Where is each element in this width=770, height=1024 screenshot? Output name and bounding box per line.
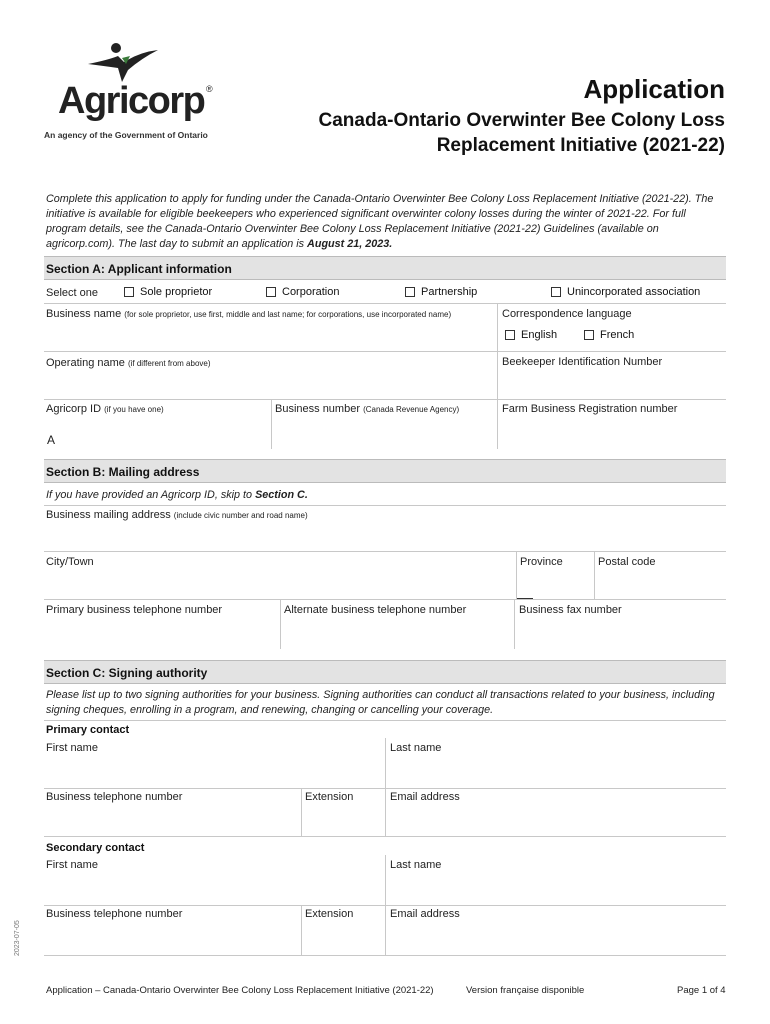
- select-one-label: Select one: [46, 287, 98, 299]
- registered-mark: ®: [206, 84, 213, 94]
- divider: [44, 399, 726, 400]
- checkbox-box[interactable]: [584, 330, 594, 340]
- secondary-contact-heading: Secondary contact: [46, 842, 145, 854]
- primary-first-name-label[interactable]: First name: [46, 742, 98, 754]
- postal-code-label[interactable]: Postal code: [598, 556, 656, 568]
- divider: [497, 399, 498, 449]
- operating-name-label[interactable]: [46, 357, 211, 369]
- logo-wordmark: Agricorp: [58, 80, 205, 122]
- intro-text: Complete this application to apply for funding under the Canada-Ontario Overwinter Bee Colony Loss Replacement Initiative (2021-22). The initiative is available for eligible beekeepers who experienced significant overwinter colony losses during the winter of 2021-22. For full program details, see the Canada-Ontario Overwinter Bee Colony Loss Replacement Initiative (2021-22) Guidelines (available on agricorp.com). The last day to submit an application is: [46, 193, 714, 250]
- secondary-email-label[interactable]: Email address: [390, 908, 460, 920]
- english-checkbox[interactable]: [505, 329, 557, 341]
- divider: [385, 905, 386, 955]
- primary-extension-label[interactable]: Extension: [305, 791, 354, 803]
- checkbox-label: Corporation: [282, 286, 340, 298]
- mailing-address-label[interactable]: [46, 509, 308, 521]
- checkbox-box[interactable]: [551, 287, 561, 297]
- correspondence-language-label: Correspondence language: [502, 308, 632, 320]
- section-c-title: Section C: Signing authority: [46, 666, 208, 680]
- divider: [44, 599, 726, 600]
- divider: [516, 551, 517, 599]
- divider: [44, 351, 726, 352]
- corporation-checkbox[interactable]: [266, 286, 339, 298]
- agricorp-id-label[interactable]: [46, 403, 164, 415]
- secondary-phone-label[interactable]: Business telephone number: [46, 908, 183, 920]
- leaping-figure-icon: [84, 42, 164, 84]
- checkbox-label: Sole proprietor: [140, 286, 213, 298]
- divider: [44, 551, 726, 552]
- divider: [44, 720, 726, 721]
- checkbox-box[interactable]: [505, 330, 515, 340]
- divider: [271, 399, 272, 449]
- checkbox-label: English: [521, 329, 558, 341]
- fax-label[interactable]: Business fax number: [519, 604, 622, 616]
- beekeeper-id-label[interactable]: Beekeeper Identification Number: [502, 356, 663, 368]
- label-note: (if you have one): [104, 405, 164, 414]
- divider: [301, 905, 302, 955]
- label-text: Operating name: [46, 357, 125, 369]
- divider: [44, 836, 726, 837]
- checkbox-label: Partnership: [421, 286, 478, 298]
- city-label[interactable]: City/Town: [46, 556, 94, 568]
- french-checkbox[interactable]: [584, 329, 634, 341]
- sole-proprietor-checkbox[interactable]: [124, 286, 212, 298]
- agricorp-id-prefix: A: [47, 433, 56, 447]
- checkbox-label: Unincorporated association: [567, 286, 701, 298]
- checkbox-label: French: [600, 329, 635, 341]
- section-b-title: Section B: Mailing address: [46, 465, 200, 479]
- unincorporated-association-checkbox[interactable]: [551, 286, 700, 298]
- primary-contact-heading: Primary contact: [46, 724, 130, 736]
- agricorp-logo: [44, 42, 234, 142]
- label-note: (Canada Revenue Agency): [363, 405, 460, 414]
- label-note: (if different from above): [127, 359, 211, 368]
- farm-registration-label[interactable]: Farm Business Registration number: [502, 403, 678, 415]
- divider: [385, 788, 386, 836]
- province-label[interactable]: Province: [520, 556, 563, 568]
- alternate-phone-label[interactable]: Alternate business telephone number: [284, 604, 467, 616]
- page-title: Application: [583, 74, 725, 104]
- business-number-label[interactable]: [275, 403, 459, 415]
- label-text: Business name: [46, 308, 122, 320]
- footer-doc-title: Application – Canada-Ontario Overwinter Bee Colony Loss Replacement Initiative (2021-22): [46, 985, 434, 996]
- divider: [301, 788, 302, 836]
- primary-email-label[interactable]: Email address: [390, 791, 460, 803]
- page-subtitle: Canada-Ontario Overwinter Bee Colony Loss Replacement Initiative (2021-22): [318, 110, 725, 156]
- divider: [385, 855, 386, 905]
- label-text: Business mailing address: [46, 509, 171, 521]
- divider: [44, 505, 726, 506]
- agency-tagline: An agency of the Government of Ontario: [44, 130, 208, 140]
- section-c-header: [44, 660, 726, 684]
- footer-french-version: Version française disponible: [466, 985, 585, 996]
- divider: [385, 738, 386, 788]
- divider: [514, 599, 515, 649]
- divider: [44, 303, 726, 304]
- secondary-last-name-label[interactable]: Last name: [390, 859, 442, 871]
- section-b-note: [46, 488, 308, 503]
- section-a-title: Section A: Applicant information: [46, 262, 232, 276]
- divider: [280, 599, 281, 649]
- secondary-extension-label[interactable]: Extension: [305, 908, 354, 920]
- partnership-checkbox[interactable]: [405, 286, 477, 298]
- checkbox-box[interactable]: [124, 287, 134, 297]
- footer-page-number: Page 1 of 4: [677, 985, 726, 996]
- business-name-label[interactable]: [46, 308, 451, 320]
- note-bold: Section C.: [255, 489, 308, 501]
- section-c-note: Please list up to two signing authorities for your business. Signing authorities can conduct all transactions related to your business, including signing cheques, enrolling in a program, and renewing, changing or cancelling your coverage.: [46, 689, 715, 716]
- checkbox-box[interactable]: [266, 287, 276, 297]
- label-text: Agricorp ID: [46, 403, 102, 415]
- intro-paragraph: [46, 192, 726, 252]
- note-text: If you have provided an Agricorp ID, skip to: [46, 489, 256, 501]
- divider: [497, 303, 498, 351]
- divider: [44, 955, 726, 956]
- label-note: (include civic number and road name): [173, 511, 308, 520]
- label-note: (for sole proprietor, use first, middle and last name; for corporations, use incorporated name): [124, 310, 452, 319]
- revision-date: 2023-07-05: [14, 920, 21, 956]
- divider: [594, 551, 595, 599]
- section-a-header: [44, 256, 726, 280]
- section-b-header: [44, 459, 726, 483]
- checkbox-box[interactable]: [405, 287, 415, 297]
- primary-phone-label[interactable]: Primary business telephone number: [46, 604, 223, 616]
- intro-deadline: August 21, 2023.: [307, 238, 393, 250]
- secondary-first-name-label[interactable]: First name: [46, 859, 98, 871]
- label-text: Business number: [275, 403, 360, 415]
- divider: [497, 351, 498, 399]
- primary-last-name-label[interactable]: Last name: [390, 742, 442, 754]
- primary-phone-label[interactable]: Business telephone number: [46, 791, 183, 803]
